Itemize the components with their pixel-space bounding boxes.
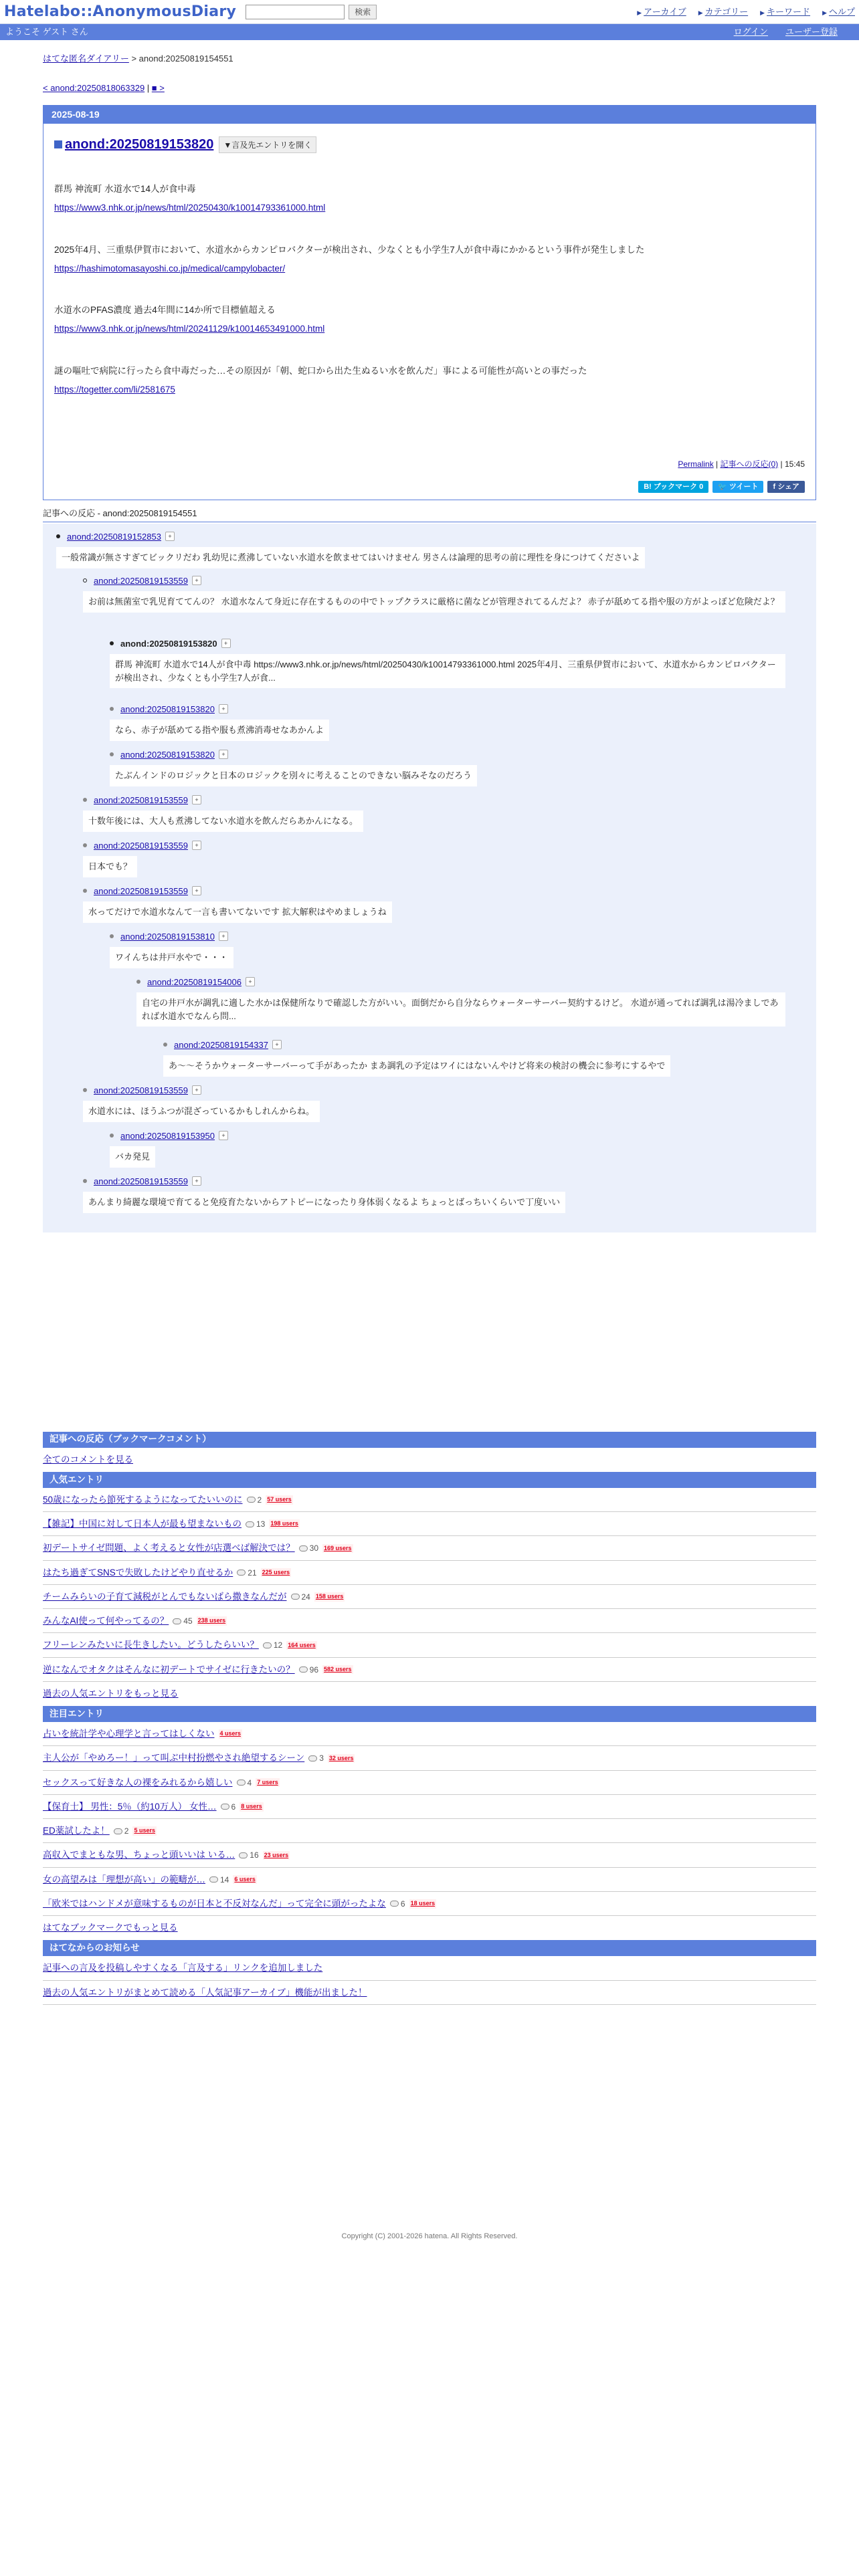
entry-paragraph: 謎の嘔吐で病院に行ったら食中毒だった…その原因が「朝、蛇口から出た生ぬるい水を飲んだ」事による可能性が高いとの事だった xyxy=(54,365,587,376)
comment-icon xyxy=(247,1497,256,1503)
entry-paragraph: 2025年4月、三重県伊賀市において、水道水からカンピロバクターが検出され、少なくとも小学生7人が食中毒にかかるという事件が発生しました xyxy=(54,244,645,255)
facebook-icon: f xyxy=(773,482,778,491)
users-count[interactable]: 582 users xyxy=(322,1665,353,1675)
tag-icon[interactable]: + xyxy=(192,886,201,895)
triangle-icon: ▶ xyxy=(760,9,765,16)
tweet-button[interactable]: 🐦 ツイート xyxy=(712,481,763,493)
notable-item: 【保育士】 男性：5％（約10万人） 女性… 6 8 users xyxy=(43,1795,816,1819)
user-bar xyxy=(0,24,859,40)
users-count[interactable]: 158 users xyxy=(314,1592,345,1602)
breadcrumb: はてな匿名ダイアリー > anond:20250819154551 xyxy=(43,53,233,64)
comment-text: バカ発見 xyxy=(110,1146,155,1168)
comment-node xyxy=(163,1039,670,1077)
site-logo[interactable]: Hatelabo::AnonymousDiary xyxy=(4,3,237,20)
register-link[interactable]: ユーザー登録 xyxy=(785,27,838,37)
comment-icon xyxy=(237,1570,246,1576)
popular-item: フリーレンみたいに長生きしたい。どうしたらいい？ 12 164 users xyxy=(43,1633,816,1657)
users-count[interactable]: 32 users xyxy=(328,1754,355,1763)
popular-item-link[interactable]: はたち過ぎてSNSで失敗したけどやり直せるか xyxy=(43,1567,233,1578)
comment-icon xyxy=(221,1804,229,1810)
comment-node xyxy=(56,530,645,568)
tag-icon[interactable]: + xyxy=(219,932,228,941)
users-count[interactable]: 164 users xyxy=(286,1641,317,1650)
comment-icon xyxy=(114,1828,122,1834)
comment-link[interactable]: anond:20250819154006 xyxy=(147,976,242,987)
comment-text: 日本でも？ xyxy=(83,856,137,877)
diary-day xyxy=(43,105,816,500)
notable-title: 注目エントリ xyxy=(43,1706,816,1722)
entry-title[interactable]: anond:20250819153820 xyxy=(54,134,213,154)
popular-item: 逆になんでオタクはそんなに初デートでサイゼに行きたいの？ 96 582 users xyxy=(43,1658,816,1682)
tag-icon[interactable]: + xyxy=(221,639,231,648)
triangle-icon: ▶ xyxy=(822,9,827,16)
popular-item-link[interactable]: フリーレンみたいに長生きしたい。どうしたらいい？ xyxy=(43,1640,259,1650)
users-count[interactable]: 18 users xyxy=(409,1899,437,1909)
comment-link[interactable]: anond:20250819153950 xyxy=(120,1130,215,1141)
news-section xyxy=(43,1940,816,2005)
notable-item: 主人公が「やめろー！」って叫ぶ中村扮燃やされ絶望するシーン 3 32 users xyxy=(43,1746,816,1770)
comment-node xyxy=(83,1175,565,1213)
popular-item-link[interactable]: みんなAI使って何やってるの？ xyxy=(43,1616,169,1626)
notable-item-link[interactable]: 女の高望みは「理想が高い」の範疇が… xyxy=(43,1874,205,1885)
comment-node xyxy=(136,976,809,1027)
comment-link[interactable]: anond:20250819153559 xyxy=(94,575,188,586)
triangle-icon: ▶ xyxy=(698,9,703,16)
users-count[interactable]: 198 users xyxy=(269,1519,300,1529)
popular-item-link[interactable]: 逆になんでオタクはそんなに初デートでサイゼに行きたいの？ xyxy=(43,1664,295,1675)
comment-link[interactable]: anond:20250819153820 xyxy=(120,749,215,760)
tag-icon[interactable]: + xyxy=(192,1085,201,1095)
comment-text: あ～～そうかウォーターサーバーって手があったか まあ調乳の予定はワイにはないんやけど将来の検討の機会に参考にするやで xyxy=(163,1055,670,1077)
comment-text: ワイんちは井戸水やで・・・ xyxy=(110,947,233,968)
notable-item xyxy=(43,1722,816,1746)
notable-item-link[interactable]: 主人公が「やめろー！」って叫ぶ中村扮燃やされ絶望するシーン xyxy=(43,1753,305,1763)
notable-item-link[interactable]: 占いを統計学や心理学と言ってはしくない xyxy=(43,1729,215,1739)
comment-text: たぶんインドのロジックと日本のロジックを別々に考えることのできない脳みそなのだろう xyxy=(110,765,477,786)
popular-item: チームみらいの子育て減税がとんでもないばら撒きなんだが 24 158 users xyxy=(43,1585,816,1609)
news-item xyxy=(43,1956,816,1980)
copyright: Copyright (C) 2001-2026 hatena. All Rights Reserved. xyxy=(341,2232,518,2240)
search-button[interactable]: 検索 xyxy=(349,5,377,19)
notable-item: 「欧米ではハンドメが意味するものが日本と不反対なんだ」って完全に頭がったよな 6 18 users xyxy=(43,1892,816,1916)
next-entry-link[interactable]: ■ > xyxy=(151,82,165,93)
popular-item-link[interactable]: 50歳になったら節死するようになってたいいのに xyxy=(43,1494,243,1505)
notable-item-link[interactable]: 「欧米ではハンドメが意味するものが日本と不反対なんだ」って完全に頭がったよな xyxy=(43,1898,386,1909)
comment-text: 十数年後には、大人も煮沸してない水道水を飲んだらあかんになる。 xyxy=(83,811,363,832)
pager: < anond:20250818063329 | ■ > xyxy=(43,82,165,93)
keyword-link[interactable]: キーワード xyxy=(767,6,811,17)
popular-item: 初デートサイゼ問題、よく考えると女性が店選べば解決では？ 30 169 users xyxy=(43,1536,816,1560)
comment-link[interactable]: anond:20250819152853 xyxy=(67,531,161,542)
comment-link[interactable]: anond:20250819153810 xyxy=(120,931,215,942)
popular-item: みんなAI使って何やってるの？ 45 238 users xyxy=(43,1609,816,1633)
news-item xyxy=(43,1981,816,2005)
square-icon xyxy=(54,140,62,148)
comment-icon xyxy=(299,1545,308,1551)
main-content xyxy=(43,52,816,2005)
news-title: はてなからのお知らせ xyxy=(43,1940,816,1956)
comment-link[interactable]: anond:20250819153820 xyxy=(120,704,215,714)
comment-text: あんまり綺麗な環境で育てると免疫育たないからアトピーになったり身体弱くなるよ ちょっとばっちいくらいで丁度いい xyxy=(83,1192,565,1213)
comment-link[interactable]: anond:20250819153559 xyxy=(94,1085,188,1095)
comment-link[interactable]: anond:20250819153559 xyxy=(94,885,188,896)
users-count[interactable]: 8 users xyxy=(240,1802,264,1812)
entry-link[interactable]: https://www3.nhk.or.jp/news/html/20250430/k10014793361000.html xyxy=(54,203,326,213)
bookmark-section xyxy=(43,1432,816,1472)
notable-item: ED薬試したよ！ 2 5 users xyxy=(43,1819,816,1843)
comment-node xyxy=(83,574,809,613)
comment-icon xyxy=(299,1667,308,1673)
breadcrumb-current: anond:20250819154551 xyxy=(138,53,233,64)
notable-item-link[interactable]: セックスって好きな人の裸をみれるから嬉しい xyxy=(43,1777,233,1788)
comment-text: 水ってだけで水道水なんて一言も書いてないです 拡大解釈はやめましょうね xyxy=(83,901,392,923)
login-link[interactable]: ログイン xyxy=(733,27,768,37)
hatena-bookmark-button[interactable]: B! ブックマーク 0 xyxy=(638,481,708,493)
users-count[interactable]: 4 users xyxy=(219,1729,243,1739)
comment-text: 一般常識が無さすぎてビックリだわ 乳幼児に煮沸していない水道水を飲ませてはいけません 男さんは論理的思考の前に理性を身につけてくださいよ xyxy=(56,547,645,568)
more-bookmark-link[interactable]: はてなブックマークでもっと見る xyxy=(43,1923,178,1933)
notable-item: 高収入でまともな男、ちょっと頭いいは いる… 16 23 users xyxy=(43,1843,816,1867)
comment-link[interactable]: anond:20250819153559 xyxy=(94,840,188,851)
entry-paragraph: 群馬 神流町 水道水で14人が食中毒 xyxy=(54,184,196,194)
popular-item: はたち過ぎてSNSで失敗したけどやり直せるか 21 225 users xyxy=(43,1561,816,1585)
comment-title: anond:20250819153820 xyxy=(120,638,217,649)
open-mention-button[interactable]: ▼言及先エントリを開く xyxy=(219,136,316,153)
comment-link[interactable]: anond:20250819153559 xyxy=(94,1176,188,1186)
entry-paragraph: 水道水のPFAS濃度 過去4年間に14か所で目標値超える xyxy=(54,305,276,315)
news-item-link[interactable]: 過去の人気エントリがまとめて読める「人気記事アーカイブ」機能が出ました！ xyxy=(43,1987,367,1998)
share-buttons xyxy=(54,481,805,493)
tag-icon[interactable]: + xyxy=(246,977,255,986)
comment-node xyxy=(110,703,329,741)
notable-item: セックスって好きな人の裸をみれるから嬉しい 4 7 users xyxy=(43,1771,816,1795)
comment-icon xyxy=(239,1852,248,1858)
bird-icon: 🐦 xyxy=(718,482,730,491)
entry-time: 15:45 xyxy=(784,459,805,469)
comment-text: なら、赤子が舐めてる指や服も煮沸消毒せなあかんよ xyxy=(110,720,329,741)
comment-icon xyxy=(390,1901,399,1907)
popular-entries xyxy=(43,1472,816,1706)
comment-icon xyxy=(173,1618,181,1624)
category-link[interactable]: カテゴリー xyxy=(704,6,749,17)
entry-link[interactable]: https://www3.nhk.or.jp/news/html/20241129/k10014653491000.html xyxy=(54,324,325,334)
breadcrumb-root[interactable]: はてな匿名ダイアリー xyxy=(43,53,129,64)
entry-link[interactable]: https://togetter.com/li/2581675 xyxy=(54,384,175,395)
tag-icon[interactable]: + xyxy=(219,750,228,759)
search-input[interactable] xyxy=(246,5,345,19)
users-count[interactable]: 238 users xyxy=(197,1616,227,1626)
comment-icon xyxy=(246,1521,254,1527)
comment-link[interactable]: anond:20250819153559 xyxy=(94,794,188,805)
comment-icon xyxy=(209,1876,218,1883)
popular-item: 50歳になったら節死するようになってたいいのに 2 57 users xyxy=(43,1488,816,1512)
tag-icon[interactable]: + xyxy=(165,532,175,541)
comment-node xyxy=(110,748,477,786)
tag-icon[interactable]: + xyxy=(272,1040,282,1049)
welcome-text: ようこそ ゲスト さん xyxy=(5,27,88,37)
tag-icon[interactable]: + xyxy=(192,795,201,804)
entry-text xyxy=(54,183,805,397)
comment-text: 自宅の井戸水が調乳に適した水かは保健所なりで確認した方がいい。面倒だから自分ならウォーターサーバー契約するけど。 水道が通ってれば調乳は湯冷ましであれば水道水でなんら問... xyxy=(136,992,785,1027)
permalink[interactable]: Permalink xyxy=(678,459,714,469)
comment-node xyxy=(83,885,392,923)
entry-title-row xyxy=(54,134,805,154)
facebook-share-button[interactable]: f シェア xyxy=(767,481,805,493)
notable-item-link[interactable]: ED薬試したよ！ xyxy=(43,1826,110,1836)
comment-text: 群馬 神流町 水道水で14人が食中毒 https://www3.nhk.or.jp/news/html/20250430/k10014793361000.html 2025年4月、三重県伊賀市において、水道水からカンピロバクターが検出され、少なくとも小学生7人が食... xyxy=(110,654,785,688)
popular-title: 人気エントリ xyxy=(43,1472,816,1488)
comment-link[interactable]: anond:20250819154337 xyxy=(174,1039,268,1050)
notable-item: 女の高望みは「理想が高い」の範疇が… 14 6 users xyxy=(43,1868,816,1892)
users-count[interactable]: 57 users xyxy=(266,1495,293,1505)
users-count[interactable]: 6 users xyxy=(233,1875,257,1885)
comment-node xyxy=(83,794,363,832)
comment-node xyxy=(110,1130,228,1168)
popular-item-link[interactable]: 【雑記】中国に対して日本人が最も望まないもの xyxy=(43,1519,242,1529)
all-comments-link[interactable]: 全てのコメントを見る xyxy=(43,1454,133,1465)
entry-body xyxy=(43,124,816,500)
comment-icon xyxy=(263,1642,272,1648)
tag-icon[interactable]: + xyxy=(219,704,228,714)
prev-entry-link[interactable]: < anond:20250818063329 xyxy=(43,82,145,93)
popular-item-link[interactable]: チームみらいの子育て減税がとんでもないばら撒きなんだが xyxy=(43,1591,287,1602)
header-links xyxy=(637,5,855,19)
notable-item-link[interactable]: 【保育士】 男性：5％（約10万人） 女性… xyxy=(43,1801,217,1812)
tag-icon[interactable]: + xyxy=(192,1176,201,1186)
popular-item: 【雑記】中国に対して日本人が最も望まないもの 13 198 users xyxy=(43,1512,816,1536)
notable-item-link[interactable]: 高収入でまともな男、ちょっと頭いいは いる… xyxy=(43,1850,235,1860)
day-date: 2025-08-19 xyxy=(43,106,816,124)
bookmark-section-title: 記事への反応（ブックマークコメント） xyxy=(43,1432,816,1448)
news-item-link[interactable]: 記事への言及を投稿しやすくなる「言及する」リンクを追加しました xyxy=(43,1963,323,1973)
comment-text: お前は無菌室で乳児育ててんの？ 水道水なんて身近に存在するものの中でトップクラスに厳格に菌などが管理されてるんだよ？ 赤子が舐めてる指や服の方がよっぽど危険だよ？ xyxy=(83,591,785,613)
tag-icon[interactable]: + xyxy=(192,576,201,585)
comment-text: 水道水には、ほうふつが混ざっているかもしれんからね。 xyxy=(83,1101,320,1122)
entry-link[interactable]: https://hashimotomasayoshi.co.jp/medical/campylobacter/ xyxy=(54,263,286,274)
users-count[interactable]: 225 users xyxy=(261,1568,292,1578)
comment-node xyxy=(110,637,809,689)
more-popular-link[interactable]: 過去の人気エントリをもっと見る xyxy=(43,1688,179,1699)
comment-icon xyxy=(291,1594,300,1600)
popular-item-link[interactable]: 初デートサイゼ問題、よく考えると女性が店選べば解決では？ xyxy=(43,1543,295,1553)
reactions-link[interactable]: 記事への反応(0) xyxy=(720,459,779,469)
users-count[interactable]: 23 users xyxy=(263,1851,290,1860)
users-count[interactable]: 7 users xyxy=(256,1778,280,1788)
users-count[interactable]: 5 users xyxy=(132,1826,157,1836)
site-header xyxy=(0,0,859,24)
users-count[interactable]: 169 users xyxy=(322,1544,353,1553)
tag-icon[interactable]: + xyxy=(219,1131,228,1140)
tag-icon[interactable]: + xyxy=(192,841,201,850)
archive-link[interactable]: アーカイブ xyxy=(644,6,686,17)
comment-node xyxy=(110,930,233,968)
search-form xyxy=(246,5,377,19)
comment-tree xyxy=(43,524,816,1232)
reactions-title: 記事への反応 - anond:20250819154551 xyxy=(43,507,816,522)
comment-icon xyxy=(237,1780,246,1786)
comment-icon xyxy=(308,1755,317,1761)
triangle-icon: ▶ xyxy=(637,9,642,16)
comment-node xyxy=(83,1084,320,1122)
entry-footer: Permalink | 記事への反応(0) | 15:45 xyxy=(678,459,805,469)
help-link[interactable]: ヘルプ xyxy=(828,6,855,17)
comment-node xyxy=(83,839,201,877)
notable-entries xyxy=(43,1706,816,1940)
